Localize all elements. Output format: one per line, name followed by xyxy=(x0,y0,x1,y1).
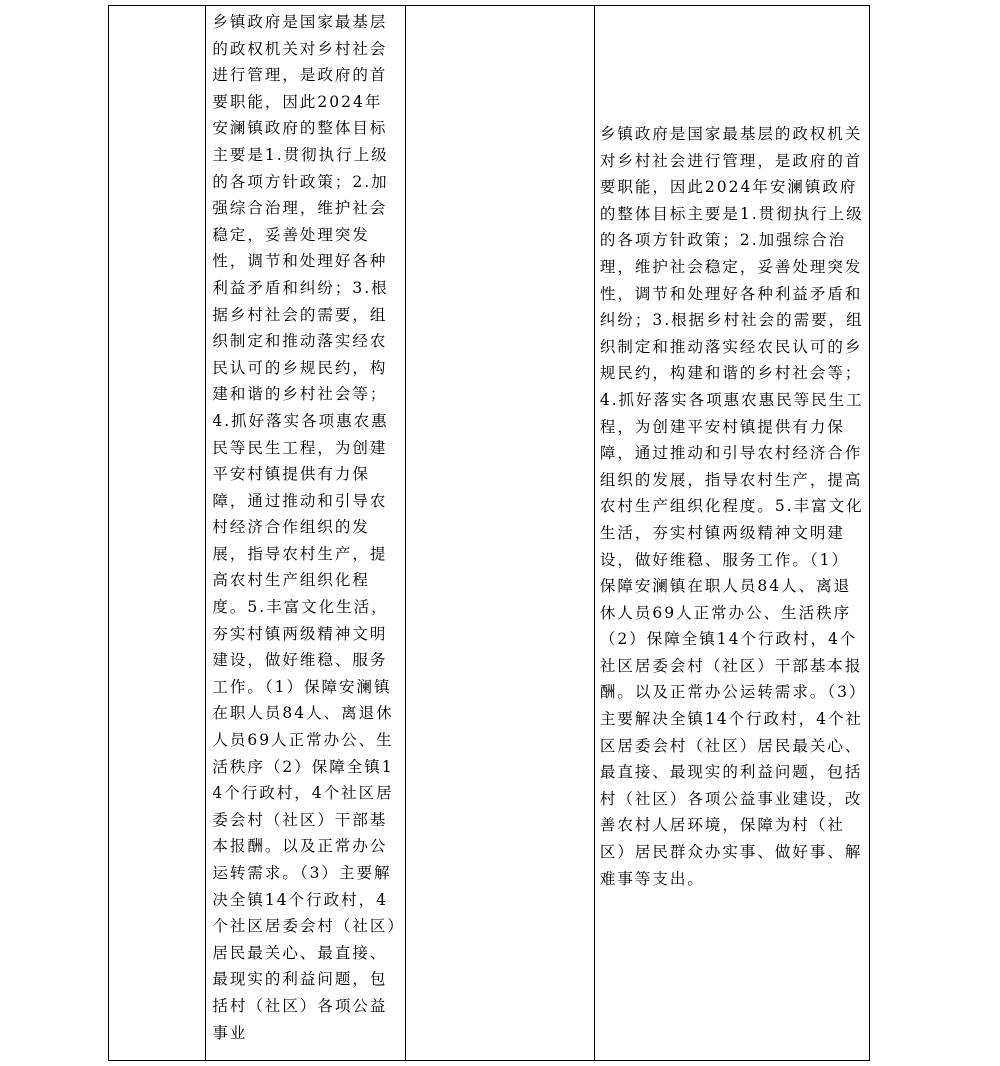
cell-empty-middle xyxy=(406,6,595,1061)
goal-summary-text: 乡镇政府是国家最基层的政权机关对乡村社会进行管理，是政府的首要职能，因此2024年安澜镇政府的整体目标主要是1.贯彻执行上级的各项方针政策；2.加强综合治理，维护社会稳定，妥善处理突发性，调节和处理好各种利益矛盾和纠纷；3.根据乡村社会的需要，组织制定和推动落实经农民认可的乡规民约，构建和谐的乡村社会等；4.抓好落实各项惠农惠民等民生工程，为创建平安村镇提供有力保障，通过推动和引导农村经济合作组织的发展，指导农村生产，提高农村生产组织化程度。5.丰富文化生活，夯实村镇两级精神文明建设，做好维稳、服务工作。（1）保障安澜镇在职人员84人、离退休人员69人正常办公、生活秩序（2）保障全镇14个行政村，4个社区居委会村（社区）干部基本报酬。以及正常办公运转需求。（3）主要解决全镇14个行政村，4个社区居委会村（社区）居民最关心、最直接、最现实的利益问题，包括村（社区）各项公益事业建设，改善农村人居环境，保障为村（社区）居民群众办实事、做好事、解难事等支出。 xyxy=(599,125,864,888)
goals-table xyxy=(108,5,870,1061)
cell-empty-middle-text xyxy=(406,6,594,9)
cell-empty-left-text xyxy=(109,6,205,9)
cell-empty-left xyxy=(109,6,206,1061)
goal-description-text: 乡镇政府是国家最基层的政权机关对乡村社会进行管理，是政府的首要职能，因此2024年安澜镇政府的整体目标主要是1.贯彻执行上级的各项方针政策；2.加强综合治理，维护社会稳定，妥善处理突发性，调节和处理好各种利益矛盾和纠纷；3.根据乡村社会的需要，组织制定和推动落实经农民认可的乡规民约，构建和谐的乡村社会等；4.抓好落实各项惠农惠民等民生工程，为创建平安村镇提供有力保障，通过推动和引导农村经济合作组织的发展，指导农村生产，提高农村生产组织化程度。5.丰富文化生活，夯实村镇两级精神文明建设，做好维稳、服务工作。（1）保障安澜镇在职人员84人、离退休人员69人正常办公、生活秩序（2）保障全镇14个行政村，4个社区居委会村（社区）干部基本报酬。以及正常办公运转需求。（3）主要解决全镇14个行政村，4个社区居委会村（社区）居民最关心、最直接、最现实的利益问题，包括村（社区）各项公益事业 xyxy=(212,13,398,1042)
table-row xyxy=(109,6,870,1061)
cell-goal-summary xyxy=(594,6,869,1061)
cell-goal-description xyxy=(206,6,406,1061)
